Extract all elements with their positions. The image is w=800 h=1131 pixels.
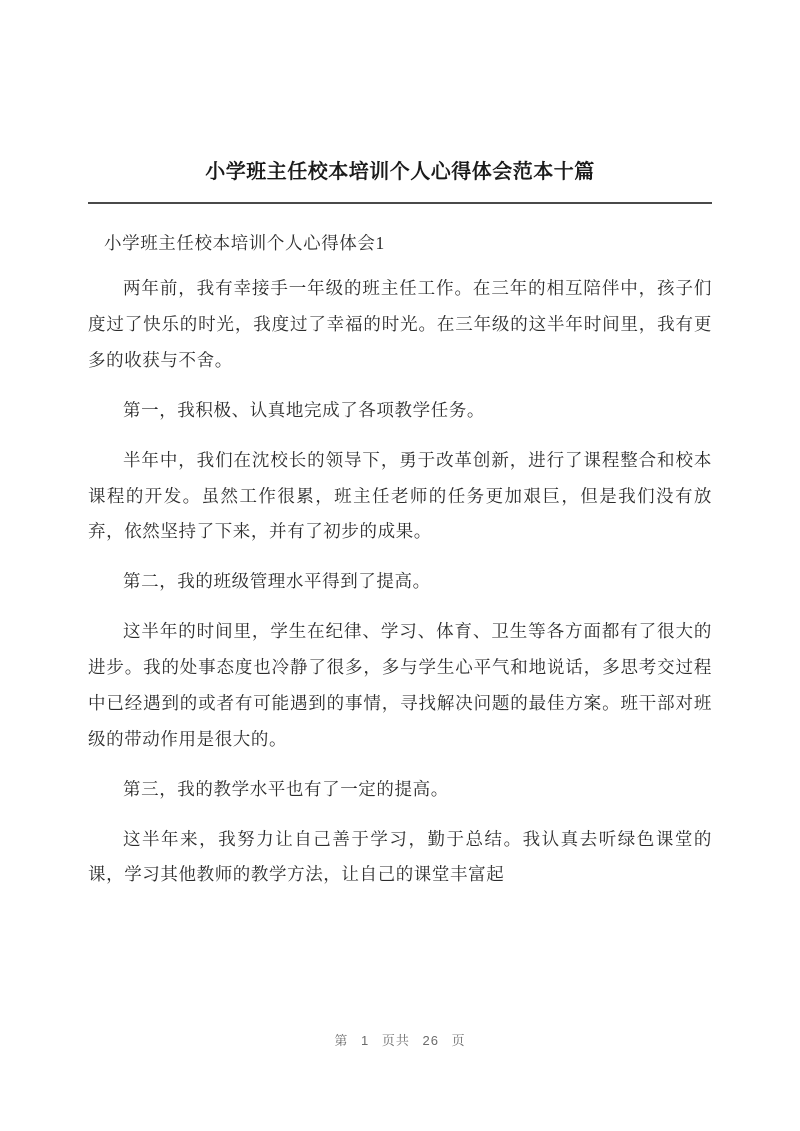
paragraph: 这半年的时间里，学生在纪律、学习、体育、卫生等各方面都有了很大的进步。我的处事态度也冷静了很多，多与学生心平气和地说话，多思考交过程中已经遇到的或者有可能遇到的事情，寻找解决问题的最佳方案。班干部对班级的带动作用是很大的。 — [88, 621, 712, 749]
paragraph: 第二，我的班级管理水平得到了提高。 — [123, 571, 431, 592]
paragraph: 第三，我的教学水平也有了一定的提高。 — [123, 778, 449, 799]
paragraph: 半年中，我们在沈校长的领导下，勇于改革创新，进行了课程整合和校本课程的开发。虽然工作很累，班主任老师的任务更加艰巨，但是我们没有放弃，依然坚持了下来，并有了初步的成果。 — [88, 449, 712, 542]
paragraph: 两年前，我有幸接手一年级的班主任工作。在三年的相互陪伴中，孩子们度过了快乐的时光，我度过了幸福的时光。在三年级的这半年时间里，我有更多的收获与不舍。 — [88, 278, 712, 370]
footer-label-page: 第 — [334, 1033, 349, 1048]
footer-page-number: 1 — [361, 1033, 370, 1048]
footer-label-pages: 页 — [451, 1033, 466, 1048]
title-divider — [88, 202, 712, 204]
paragraph: 第一，我积极、认真地完成了各项教学任务。 — [123, 399, 485, 420]
page-title: 小学班主任校本培训个人心得体会范本十篇 — [205, 161, 595, 183]
document-content — [88, 0, 712, 893]
footer-label-of: 页共 — [381, 1033, 410, 1048]
section-subtitle: 小学班主任校本培训个人心得体会1 — [104, 233, 385, 253]
page-footer — [0, 1030, 800, 1049]
footer-total-pages: 26 — [422, 1033, 439, 1048]
paragraph: 这半年来，我努力让自己善于学习，勤于总结。我认真去听绿色课堂的课，学习其他教师的教学方法，让自己的课堂丰富起 — [88, 828, 712, 885]
